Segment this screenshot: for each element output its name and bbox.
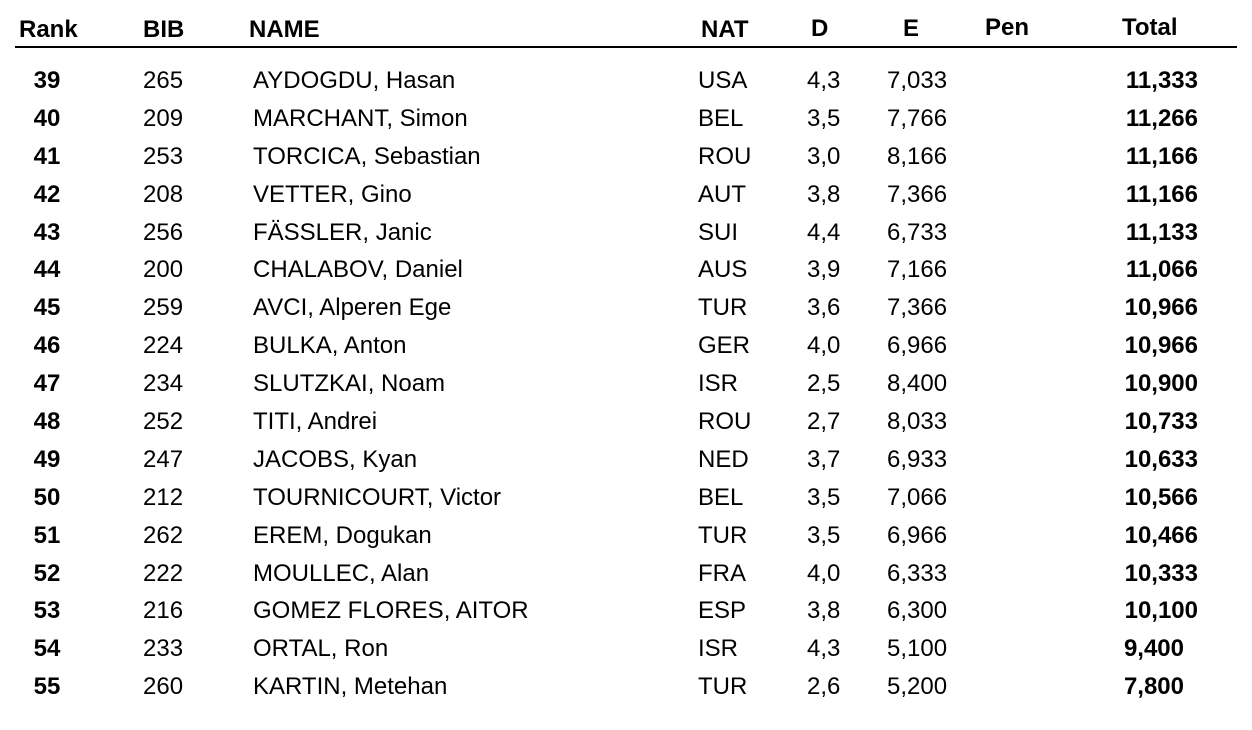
bib-cell: 208 bbox=[143, 180, 184, 208]
bib-cell: 253 bbox=[143, 142, 184, 170]
rank-cell: 50 bbox=[33, 483, 61, 511]
table-row bbox=[0, 480, 1252, 518]
name-cell: GOMEZ FLORES, AITOR bbox=[253, 597, 529, 625]
table-row bbox=[0, 215, 1252, 253]
name-cell: MARCHANT, Simon bbox=[253, 104, 468, 132]
e-score-cell: 6,333 bbox=[887, 559, 948, 587]
e-score-cell: 5,200 bbox=[887, 673, 948, 701]
e-score-cell: 7,766 bbox=[887, 104, 948, 132]
rank-cell: 49 bbox=[33, 445, 61, 473]
column-header-name: NAME bbox=[249, 16, 320, 43]
bib-cell: 209 bbox=[143, 104, 184, 132]
bib-cell: 222 bbox=[143, 559, 184, 587]
rank-cell: 42 bbox=[33, 180, 61, 208]
d-score-cell: 3,5 bbox=[807, 104, 841, 132]
total-score-cell: 10,100 bbox=[1124, 597, 1198, 625]
column-header-d: D bbox=[811, 15, 829, 42]
d-score-cell: 4,0 bbox=[807, 332, 841, 360]
name-cell: JACOBS, Kyan bbox=[253, 445, 418, 473]
name-cell: TOURNICOURT, Victor bbox=[253, 483, 502, 511]
nat-cell: ROU bbox=[698, 408, 752, 436]
e-score-cell: 8,033 bbox=[887, 408, 948, 436]
nat-cell: ISR bbox=[698, 370, 739, 398]
d-score-cell: 4,3 bbox=[807, 67, 841, 94]
header-divider bbox=[15, 46, 1237, 48]
name-cell: CHALABOV, Daniel bbox=[253, 256, 463, 284]
d-score-cell: 3,8 bbox=[807, 597, 841, 625]
table-row bbox=[0, 139, 1252, 177]
table-row bbox=[0, 177, 1252, 215]
e-score-cell: 6,733 bbox=[887, 218, 948, 246]
table-row bbox=[0, 404, 1252, 442]
bib-cell: 224 bbox=[143, 332, 184, 360]
rank-cell: 40 bbox=[33, 104, 61, 132]
name-cell: TITI, Andrei bbox=[253, 408, 378, 436]
e-score-cell: 7,066 bbox=[887, 483, 948, 511]
nat-cell: USA bbox=[698, 67, 748, 94]
nat-cell: TUR bbox=[698, 521, 748, 549]
column-header-total: Total bbox=[1122, 14, 1178, 41]
e-score-cell: 6,966 bbox=[887, 332, 948, 360]
bib-cell: 233 bbox=[143, 635, 184, 663]
table-row bbox=[0, 328, 1252, 366]
column-header-e: E bbox=[903, 15, 920, 42]
table-row bbox=[0, 518, 1252, 556]
bib-cell: 200 bbox=[143, 256, 184, 284]
results-table-header bbox=[0, 0, 1252, 48]
bib-cell: 256 bbox=[143, 218, 184, 246]
e-score-cell: 7,366 bbox=[887, 180, 948, 208]
rank-cell: 54 bbox=[33, 635, 61, 663]
d-score-cell: 3,7 bbox=[807, 445, 841, 473]
nat-cell: ISR bbox=[698, 635, 739, 663]
e-score-cell: 7,033 bbox=[887, 67, 948, 94]
rank-cell: 53 bbox=[33, 597, 61, 625]
e-score-cell: 7,366 bbox=[887, 294, 948, 322]
total-score-cell: 11,333 bbox=[1125, 67, 1198, 94]
d-score-cell: 3,9 bbox=[807, 256, 841, 284]
bib-cell: 216 bbox=[143, 597, 184, 625]
nat-cell: NED bbox=[698, 445, 749, 473]
e-score-cell: 6,300 bbox=[887, 597, 948, 625]
name-cell: KARTIN, Metehan bbox=[253, 673, 448, 701]
e-score-cell: 8,166 bbox=[887, 142, 948, 170]
total-score-cell: 10,333 bbox=[1124, 559, 1198, 587]
total-score-cell: 9,400 bbox=[1123, 635, 1184, 663]
total-score-cell: 11,066 bbox=[1125, 256, 1198, 284]
bib-cell: 260 bbox=[143, 673, 184, 701]
name-cell: TORCICA, Sebastian bbox=[253, 142, 481, 170]
table-row bbox=[0, 593, 1252, 631]
total-score-cell: 10,900 bbox=[1124, 370, 1198, 398]
rank-cell: 45 bbox=[33, 294, 61, 322]
d-score-cell: 3,0 bbox=[807, 142, 841, 170]
name-cell: AVCI, Alperen Ege bbox=[253, 294, 452, 322]
nat-cell: ESP bbox=[698, 597, 747, 625]
rank-cell: 44 bbox=[33, 256, 61, 284]
bib-cell: 265 bbox=[143, 67, 184, 94]
column-header-pen: Pen bbox=[985, 14, 1030, 41]
total-score-cell: 11,166 bbox=[1125, 142, 1198, 170]
table-row bbox=[0, 290, 1252, 328]
nat-cell: TUR bbox=[698, 673, 748, 701]
bib-cell: 234 bbox=[143, 370, 184, 398]
table-row bbox=[0, 63, 1252, 101]
rank-cell: 55 bbox=[33, 673, 61, 701]
e-score-cell: 8,400 bbox=[887, 370, 948, 398]
total-score-cell: 10,966 bbox=[1124, 332, 1198, 360]
column-header-rank: Rank bbox=[19, 16, 78, 43]
bib-cell: 259 bbox=[143, 294, 184, 322]
nat-cell: BEL bbox=[698, 104, 744, 132]
e-score-cell: 5,100 bbox=[887, 635, 948, 663]
total-score-cell: 10,633 bbox=[1124, 445, 1198, 473]
nat-cell: ROU bbox=[698, 142, 752, 170]
rank-cell: 51 bbox=[33, 521, 61, 549]
rank-cell: 47 bbox=[33, 370, 61, 398]
d-score-cell: 2,6 bbox=[807, 673, 841, 701]
name-cell: AYDOGDU, Hasan bbox=[253, 67, 456, 94]
d-score-cell: 3,8 bbox=[807, 180, 841, 208]
table-row bbox=[0, 556, 1252, 594]
nat-cell: BEL bbox=[698, 483, 744, 511]
bib-cell: 212 bbox=[143, 483, 184, 511]
e-score-cell: 6,966 bbox=[887, 521, 948, 549]
results-table-body bbox=[0, 63, 1252, 707]
rank-cell: 41 bbox=[33, 142, 61, 170]
name-cell: VETTER, Gino bbox=[253, 180, 412, 208]
total-score-cell: 11,166 bbox=[1125, 180, 1198, 208]
column-header-nat: NAT bbox=[701, 16, 749, 43]
column-header-bib: BIB bbox=[143, 16, 185, 43]
nat-cell: SUI bbox=[698, 218, 739, 246]
table-row bbox=[0, 366, 1252, 404]
d-score-cell: 3,6 bbox=[807, 294, 841, 322]
table-row bbox=[0, 669, 1252, 707]
d-score-cell: 4,3 bbox=[807, 635, 841, 663]
d-score-cell: 4,4 bbox=[807, 218, 841, 246]
nat-cell: FRA bbox=[698, 559, 746, 587]
total-score-cell: 11,133 bbox=[1125, 218, 1198, 246]
total-score-cell: 7,800 bbox=[1123, 673, 1184, 701]
rank-cell: 48 bbox=[33, 408, 61, 436]
bib-cell: 252 bbox=[143, 408, 184, 436]
total-score-cell: 10,966 bbox=[1124, 294, 1198, 322]
e-score-cell: 7,166 bbox=[887, 256, 948, 284]
e-score-cell: 6,933 bbox=[887, 445, 948, 473]
total-score-cell: 10,733 bbox=[1124, 408, 1198, 436]
name-cell: BULKA, Anton bbox=[253, 332, 407, 360]
total-score-cell: 10,466 bbox=[1124, 521, 1198, 549]
table-row bbox=[0, 252, 1252, 290]
d-score-cell: 3,5 bbox=[807, 483, 841, 511]
nat-cell: GER bbox=[698, 332, 751, 360]
nat-cell: AUT bbox=[698, 180, 746, 208]
total-score-cell: 11,266 bbox=[1125, 104, 1198, 132]
total-score-cell: 10,566 bbox=[1124, 483, 1198, 511]
table-row bbox=[0, 442, 1252, 480]
name-cell: EREM, Dogukan bbox=[253, 521, 432, 549]
d-score-cell: 2,5 bbox=[807, 370, 841, 398]
nat-cell: TUR bbox=[698, 294, 748, 322]
name-cell: MOULLEC, Alan bbox=[253, 559, 430, 587]
rank-cell: 39 bbox=[33, 67, 61, 94]
name-cell: SLUTZKAI, Noam bbox=[253, 370, 446, 398]
table-row bbox=[0, 101, 1252, 139]
nat-cell: AUS bbox=[698, 256, 748, 284]
rank-cell: 43 bbox=[33, 218, 61, 246]
d-score-cell: 2,7 bbox=[807, 408, 841, 436]
name-cell: FÄSSLER, Janic bbox=[253, 218, 432, 246]
d-score-cell: 3,5 bbox=[807, 521, 841, 549]
d-score-cell: 4,0 bbox=[807, 559, 841, 587]
bib-cell: 262 bbox=[143, 521, 184, 549]
rank-cell: 46 bbox=[33, 332, 61, 360]
rank-cell: 52 bbox=[33, 559, 61, 587]
bib-cell: 247 bbox=[143, 445, 184, 473]
table-row bbox=[0, 631, 1252, 669]
name-cell: ORTAL, Ron bbox=[253, 635, 389, 663]
